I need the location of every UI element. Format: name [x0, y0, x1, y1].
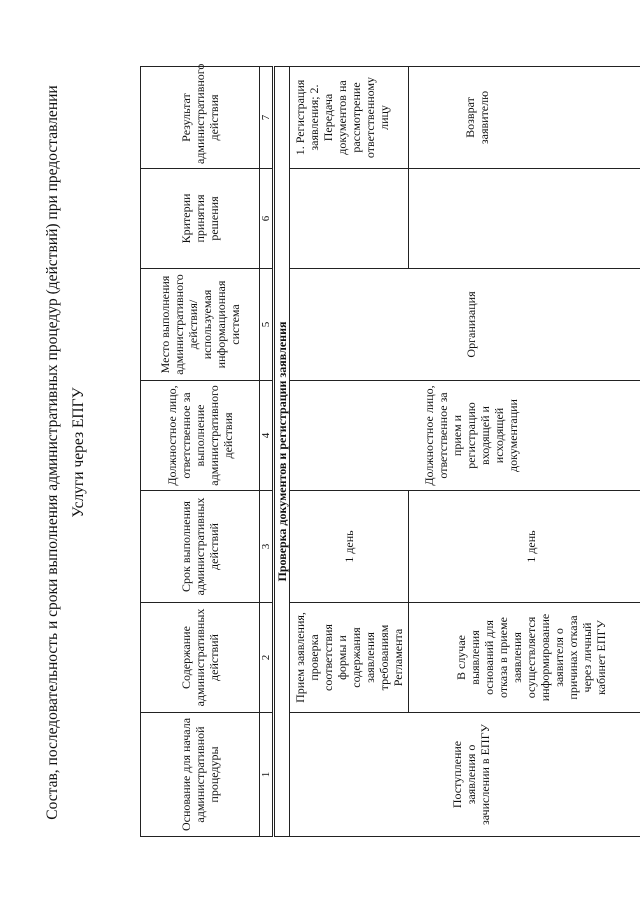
criteria-cell — [290, 169, 409, 269]
header-basis: Основание для начала административной процедуры — [141, 713, 260, 837]
column-number: 2 — [260, 603, 274, 713]
term-cell: 1 день — [409, 491, 640, 603]
table-row — [290, 67, 409, 837]
header-criteria: Критерии принятия решения — [141, 169, 260, 269]
content-cell: Прием заявления, проверка соответствия формы и содержания заявления требованиям Регламента — [290, 603, 409, 713]
column-number: 5 — [260, 269, 274, 381]
section-row — [274, 67, 290, 837]
column-number: 3 — [260, 491, 274, 603]
header-term: Срок выполнения административных действий — [141, 491, 260, 603]
content-cell: В случае выявления оснований для отказа в приеме заявления осуществляется информирование заявителя о причинах отказа через личный кабинет ЕПГУ — [409, 603, 640, 713]
column-number: 7 — [260, 67, 274, 169]
table-header-row — [141, 67, 260, 837]
criteria-cell — [409, 169, 640, 269]
procedures-table — [140, 63, 640, 837]
term-cell: 1 день — [290, 491, 409, 603]
header-responsible: Должностное лицо, ответственное за выполнение административного действия — [141, 381, 260, 491]
column-number: 6 — [260, 169, 274, 269]
responsible-cell: Должностное лицо, ответственное за прием и регистрацию входящей и исходящей документации — [290, 381, 640, 491]
document-title — [40, 60, 92, 845]
result-cell: 1. Регистрация заявления; 2. Передача документов на рассмотрение ответственному лицу — [290, 67, 409, 169]
header-content: Содержание административных действий — [141, 603, 260, 713]
title-line-1: Состав, последовательность и сроки выполнения административных процедур (действий) при предоставлении — [44, 85, 61, 820]
section-title: Проверка документов и регистрации заявления — [274, 67, 290, 837]
column-number: 4 — [260, 381, 274, 491]
basis-cell: Поступление заявления о зачислении в ЕПГУ — [290, 713, 640, 837]
header-result: Результат административного действия — [141, 67, 260, 169]
header-place: Место выполнения административного действия/используемая информационная система — [141, 269, 260, 381]
column-number-row — [260, 67, 274, 837]
title-line-2: Услуги через ЕПГУ — [70, 387, 87, 518]
result-cell: Возврат заявителю — [409, 67, 640, 169]
column-number: 1 — [260, 713, 274, 837]
place-cell: Организация — [290, 269, 640, 381]
